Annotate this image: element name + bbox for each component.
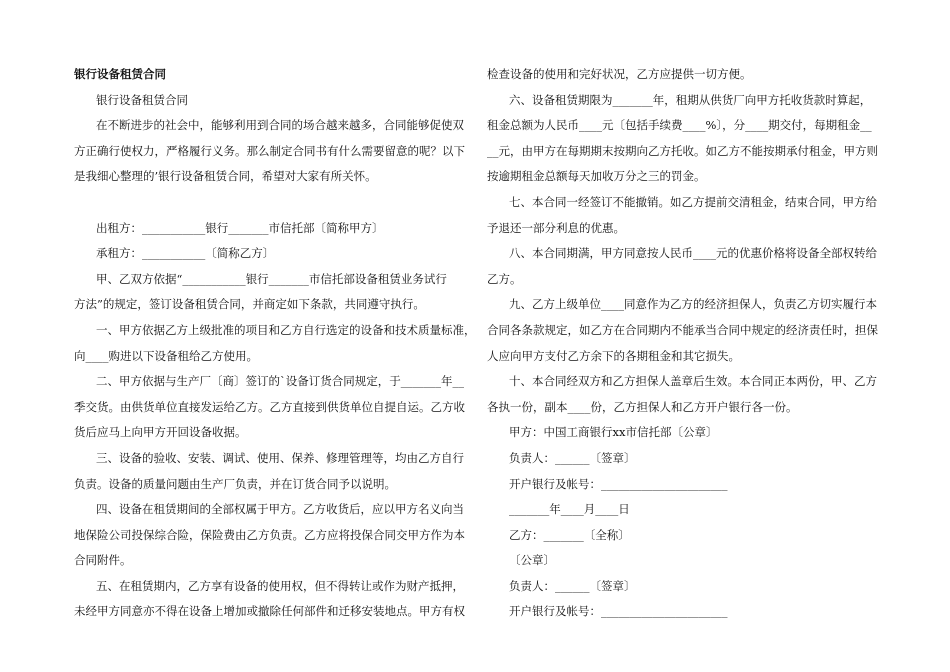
clause-1-line: 向____购进以下设备租给乙方使用。: [74, 348, 258, 363]
intro-line: 方正确行使权力，严格履行义务。那么制定合同书有什么需要留意的呢？以下: [74, 143, 465, 158]
right-column: [487, 62, 877, 625]
spacer: [74, 190, 464, 216]
clause-6-line: 租金总额为人民币____元〔包括手续费____%〕，分____期交付，每期租金__: [487, 118, 872, 133]
party-b-bank-account: 开户银行及帐号：______________________: [509, 604, 728, 619]
body-line: 甲、乙双方依据“___________银行_______市信托部设备租赁业务试行: [96, 271, 447, 286]
lessee-line: 承租方：___________〔简称乙方〕: [96, 246, 275, 261]
body-line: 方法”的规定，签订设备租赁合同，并商定如下条款，共同遵守执行。: [74, 297, 425, 312]
document-title: 银行设备租赁合同: [74, 67, 166, 81]
clause-8-line: 八、本合同期满，甲方同意按人民币____元的优惠价格将设备全部权转给: [509, 246, 877, 261]
party-b-seal: 〔公章〕: [509, 553, 555, 568]
clause-4-line: 四、设备在租赁期间的全部权属于甲方。乙方收货后，应以甲方名义向当: [96, 502, 464, 517]
clause-9-line: 人应向甲方支付乙方余下的各期租金和其它损失。: [487, 348, 740, 363]
party-b-signatory: 负责人：______〔签章〕: [509, 578, 636, 593]
subtitle: 银行设备租赁合同: [96, 92, 188, 107]
clause-1-line: 一、甲方依据乙方上级批准的项目和乙方自行选定的设备和技术质量标准，: [96, 322, 476, 337]
clause-6-line: __元，由甲方在每期期末按期向乙方托收。如乙方不能按期承付租金，甲方则: [487, 143, 878, 158]
party-a-signatory: 负责人：______〔签章〕: [509, 450, 636, 465]
clause-5-line: 五、在租赁期内，乙方享有设备的使用权，但不得转让或作为财产抵押，: [96, 578, 464, 593]
clause-6-line: 六、设备租赁期限为_______年，租期从供货厂向甲方托收货款时算起，: [509, 92, 872, 107]
date-line: _______年____月____日: [509, 502, 630, 517]
clause-6-line: 按逾期租金总额每天加收万分之三的罚金。: [487, 169, 706, 184]
clause-7-line: 七、本合同一经签订不能撤销。如乙方提前交清租金，结束合同，甲方给: [509, 194, 877, 209]
clause-2-line: 货后应马上向甲方开回设备收据。: [74, 425, 247, 440]
clause-2-line: 季交货。由供货单位直接发运给乙方。乙方直接到供货单位自提自运。乙方收: [74, 399, 465, 414]
party-a-line: 甲方：中国工商银行xx市信托部〔公章〕: [509, 425, 718, 440]
clause-9-line: 九、乙方上级单位____同意作为乙方的经济担保人，负责乙方切实履行本: [509, 297, 877, 312]
clause-3-line: 负责。设备的质量问题由生产厂负责，并在订货合同予以说明。: [74, 476, 396, 491]
intro-line: 是我细心整理的’银行设备租赁合同，希望对大家有所关怀。: [74, 169, 377, 184]
clause-10-line: 十、本合同经双方和乙方担保人盖章后生效。本合同正本两份，甲、乙方: [509, 374, 877, 389]
clause-5-line: 未经甲方同意亦不得在设备上增加或撤除任何部件和迁移安装地点。甲方有权: [74, 604, 465, 619]
intro-line: 在不断进步的社会中，能够利用到合同的场合越来越多，合同能够促使双: [96, 118, 464, 133]
clause-3-line: 三、设备的验收、安装、调试、使用、保养、修理管理等，均由乙方自行: [96, 450, 464, 465]
party-b-line: 乙方：_______〔全称〕: [509, 527, 630, 542]
clause-8-line: 乙方。: [487, 271, 522, 286]
clause-7-line: 予退还一部分利息的优惠。: [487, 220, 625, 235]
left-column: [74, 62, 476, 625]
party-a-bank-account: 开户银行及帐号：______________________: [509, 476, 728, 491]
clause-10-line: 各执一份，副本____份，乙方担保人和乙方开户银行各一份。: [487, 399, 798, 414]
clause-4-line: 合同附件。: [74, 553, 132, 568]
clause-9-line: 合同各条款规定，如乙方在合同期内不能承当合同中规定的经济责任时，担保: [487, 322, 878, 337]
clause-2-line: 二、甲方依据与生产厂〔商〕签订的`设备订货合同规定，于_______年__: [96, 374, 464, 389]
clause-4-line: 地保险公司投保综合险，保险费由乙方负责。乙方应将投保合同交甲方作为本: [74, 527, 465, 542]
clause-5-line: 检查设备的使用和完好状况，乙方应提供一切方便。: [487, 67, 752, 81]
lessor-line: 出租方：___________银行_______市信托部〔简称甲方〕: [96, 220, 384, 235]
